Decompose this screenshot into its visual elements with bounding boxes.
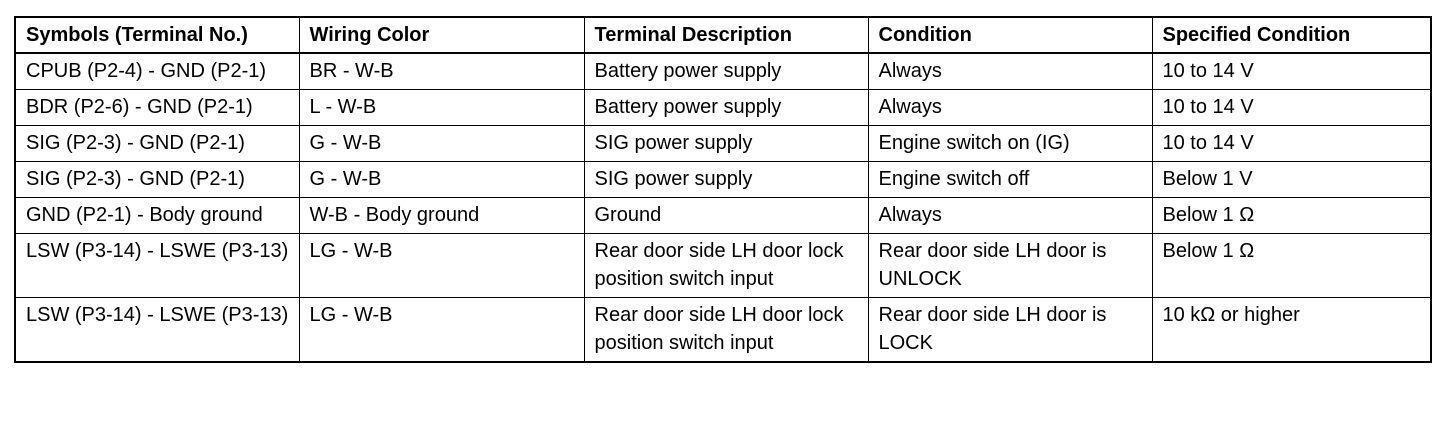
cell-terminal-description: Ground: [584, 198, 868, 234]
cell-wiring-color: L - W-B: [299, 90, 584, 126]
table-body: [15, 53, 1431, 362]
cell-terminal-description: Battery power supply: [584, 53, 868, 90]
cell-wiring-color: LG - W-B: [299, 298, 584, 363]
cell-terminal-description: Rear door side LH door lock position switch input: [584, 234, 868, 298]
cell-specified-condition: Below 1 V: [1152, 162, 1431, 198]
header-specified-condition: Specified Condition: [1152, 17, 1431, 53]
cell-specified-condition: 10 kΩ or higher: [1152, 298, 1431, 363]
cell-symbols: SIG (P2-3) - GND (P2-1): [15, 162, 299, 198]
cell-condition: Rear door side LH door is LOCK: [868, 298, 1152, 363]
cell-specified-condition: Below 1 Ω: [1152, 198, 1431, 234]
cell-wiring-color: G - W-B: [299, 126, 584, 162]
header-wiring-color: Wiring Color: [299, 17, 584, 53]
cell-specified-condition: 10 to 14 V: [1152, 90, 1431, 126]
table-row: [15, 90, 1431, 126]
cell-wiring-color: W-B - Body ground: [299, 198, 584, 234]
cell-condition: Engine switch off: [868, 162, 1152, 198]
cell-terminal-description: SIG power supply: [584, 162, 868, 198]
cell-specified-condition: 10 to 14 V: [1152, 53, 1431, 90]
cell-wiring-color: LG - W-B: [299, 234, 584, 298]
cell-condition: Rear door side LH door is UNLOCK: [868, 234, 1152, 298]
table-header: [15, 17, 1431, 53]
table-row: [15, 234, 1431, 298]
cell-condition: Always: [868, 198, 1152, 234]
header-condition: Condition: [868, 17, 1152, 53]
header-symbols: Symbols (Terminal No.): [15, 17, 299, 53]
cell-condition: Engine switch on (IG): [868, 126, 1152, 162]
cell-symbols: SIG (P2-3) - GND (P2-1): [15, 126, 299, 162]
cell-symbols: BDR (P2-6) - GND (P2-1): [15, 90, 299, 126]
cell-symbols: LSW (P3-14) - LSWE (P3-13): [15, 234, 299, 298]
cell-wiring-color: BR - W-B: [299, 53, 584, 90]
cell-condition: Always: [868, 90, 1152, 126]
cell-specified-condition: Below 1 Ω: [1152, 234, 1431, 298]
cell-terminal-description: Rear door side LH door lock position switch input: [584, 298, 868, 363]
table-row: [15, 298, 1431, 363]
table-row: [15, 126, 1431, 162]
header-terminal-description: Terminal Description: [584, 17, 868, 53]
cell-terminal-description: SIG power supply: [584, 126, 868, 162]
table-row: [15, 53, 1431, 90]
cell-symbols: CPUB (P2-4) - GND (P2-1): [15, 53, 299, 90]
terminal-spec-table: [14, 16, 1432, 363]
cell-symbols: LSW (P3-14) - LSWE (P3-13): [15, 298, 299, 363]
cell-symbols: GND (P2-1) - Body ground: [15, 198, 299, 234]
cell-specified-condition: 10 to 14 V: [1152, 126, 1431, 162]
table-row: [15, 198, 1431, 234]
cell-terminal-description: Battery power supply: [584, 90, 868, 126]
header-row: [15, 17, 1431, 53]
table-row: [15, 162, 1431, 198]
cell-wiring-color: G - W-B: [299, 162, 584, 198]
cell-condition: Always: [868, 53, 1152, 90]
